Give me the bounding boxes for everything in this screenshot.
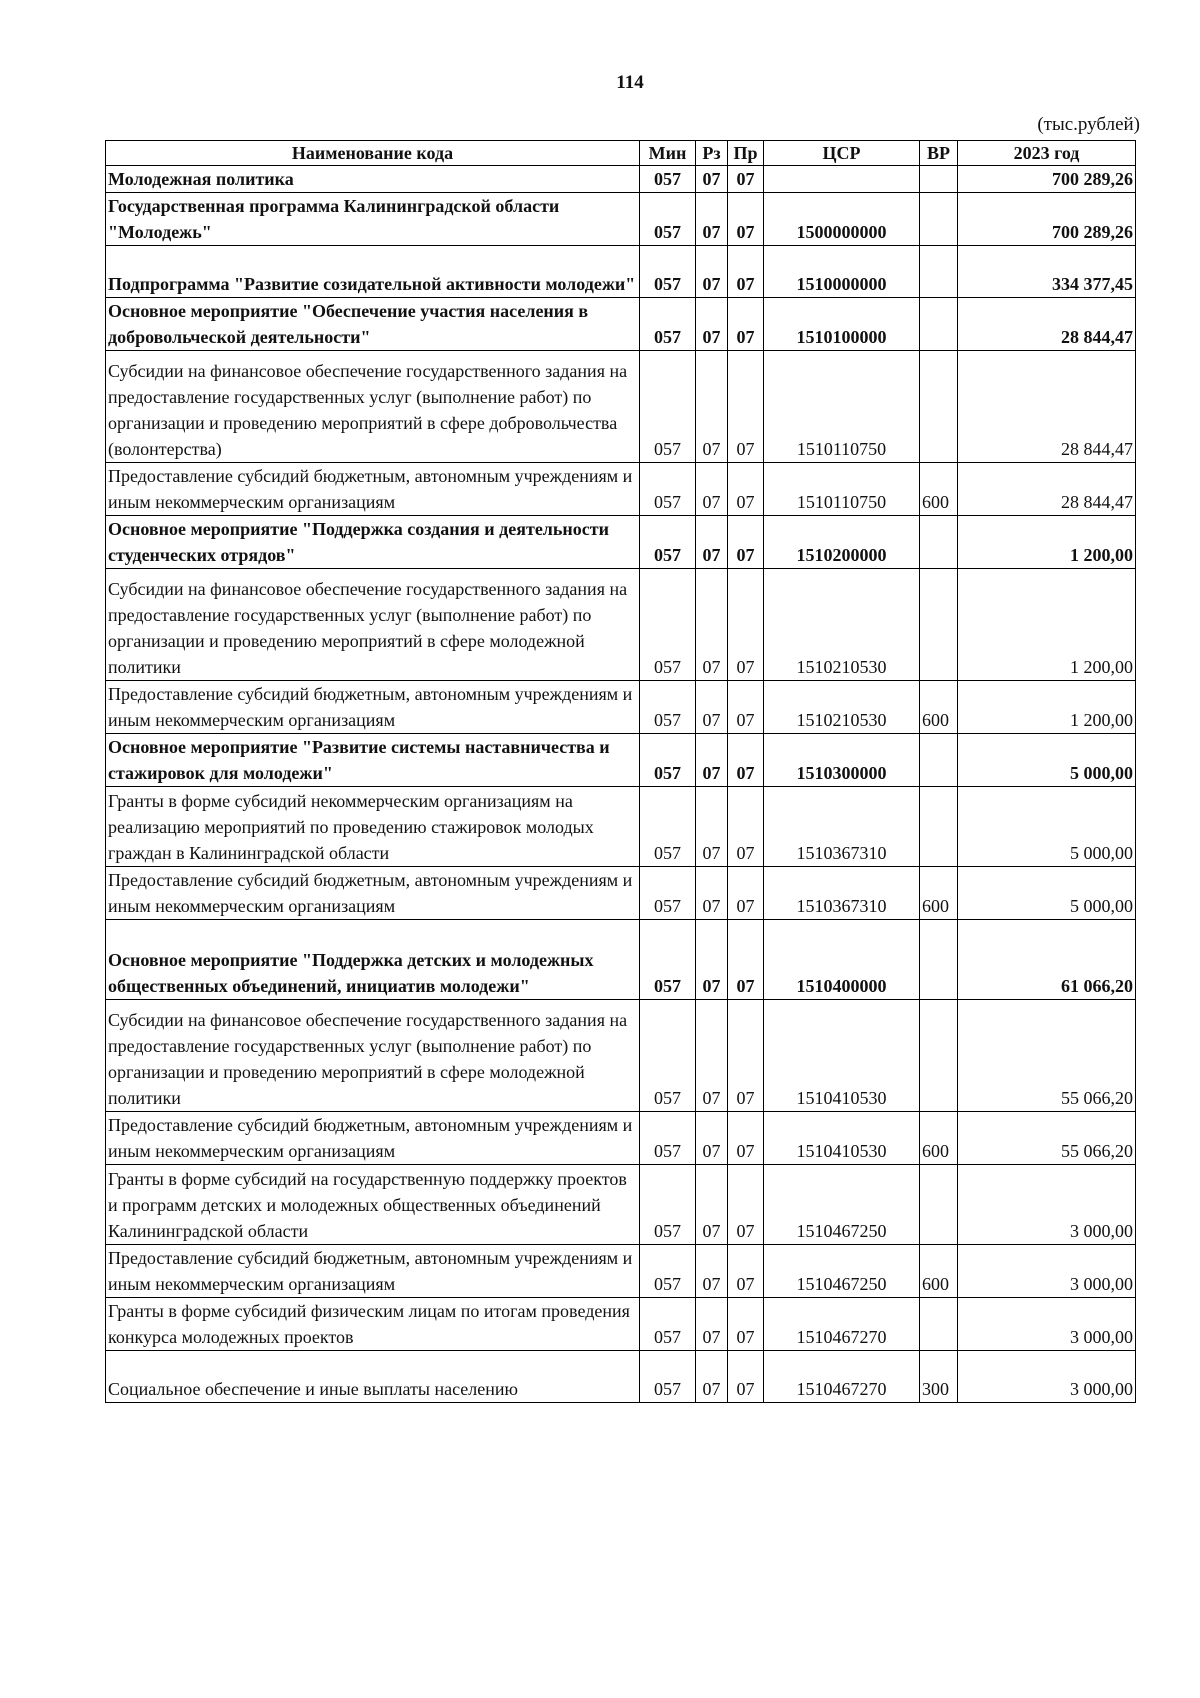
row-name: Подпрограмма "Развитие созидательной активности молодежи" [106,246,640,298]
row-pr: 07 [728,920,764,1000]
row-vr: 600 [920,867,958,920]
row-csr: 1500000000 [764,193,920,246]
header-name: Наименование кода [106,141,640,166]
row-pr: 07 [728,463,764,516]
row-pr: 07 [728,193,764,246]
row-min: 057 [640,734,696,787]
row-rz: 07 [696,298,728,351]
row-rz: 07 [696,516,728,569]
row-min: 057 [640,298,696,351]
row-vr [920,516,958,569]
row-vr [920,920,958,1000]
table-row [106,1245,1136,1298]
row-name: Предоставление субсидий бюджетным, автономным учреждениям и иным некоммерческим организациям [106,867,640,920]
table-row [106,1351,1136,1403]
row-csr [764,166,920,193]
table-row [106,1298,1136,1351]
table-row [106,516,1136,569]
header-pr: Пр [728,141,764,166]
row-amount: 1 200,00 [958,516,1136,569]
row-name: Предоставление субсидий бюджетным, автономным учреждениям и иным некоммерческим организациям [106,463,640,516]
row-amount: 1 200,00 [958,681,1136,734]
row-min: 057 [640,246,696,298]
row-rz: 07 [696,920,728,1000]
row-csr: 1510410530 [764,1112,920,1165]
row-name: Предоставление субсидий бюджетным, автономным учреждениям и иным некоммерческим организациям [106,1245,640,1298]
row-min: 057 [640,463,696,516]
row-pr: 07 [728,516,764,569]
row-rz: 07 [696,734,728,787]
table-row [106,166,1136,193]
units-label: (тыс.рублей) [1037,114,1140,135]
row-amount: 3 000,00 [958,1351,1136,1403]
row-csr: 1510467250 [764,1165,920,1245]
row-amount: 5 000,00 [958,734,1136,787]
row-vr [920,166,958,193]
row-vr: 600 [920,681,958,734]
table-row [106,193,1136,246]
row-pr: 07 [728,1351,764,1403]
row-amount: 3 000,00 [958,1298,1136,1351]
row-csr: 1510110750 [764,351,920,463]
row-name: Государственная программа Калининградской области "Молодежь" [106,193,640,246]
row-min: 057 [640,569,696,681]
row-csr: 1510100000 [764,298,920,351]
row-min: 057 [640,166,696,193]
row-vr [920,734,958,787]
row-pr: 07 [728,351,764,463]
row-name: Субсидии на финансовое обеспечение государственного задания на предоставление государственных услуг (выполнение работ) по организации и проведению мероприятий в сфере молодежной политики [106,569,640,681]
row-vr [920,1165,958,1245]
row-name: Субсидии на финансовое обеспечение государственного задания на предоставление государственных услуг (выполнение работ) по организации и проведению мероприятий в сфере добровольчества (волонтерства) [106,351,640,463]
row-name: Социальное обеспечение и иные выплаты населению [106,1351,640,1403]
row-csr: 1510467270 [764,1298,920,1351]
table-row [106,246,1136,298]
row-name: Основное мероприятие "Поддержка детских и молодежных общественных объединений, инициатив молодежи" [106,920,640,1000]
row-min: 057 [640,516,696,569]
row-pr: 07 [728,1112,764,1165]
row-csr: 1510367310 [764,867,920,920]
row-min: 057 [640,1245,696,1298]
row-rz: 07 [696,166,728,193]
row-csr: 1510410530 [764,1000,920,1112]
row-rz: 07 [696,351,728,463]
row-csr: 1510367310 [764,787,920,867]
row-pr: 07 [728,246,764,298]
row-rz: 07 [696,246,728,298]
row-vr [920,1000,958,1112]
row-name: Основное мероприятие "Поддержка создания и деятельности студенческих отрядов" [106,516,640,569]
row-vr: 600 [920,463,958,516]
row-amount: 700 289,26 [958,166,1136,193]
row-vr: 600 [920,1112,958,1165]
row-pr: 07 [728,1245,764,1298]
row-rz: 07 [696,1165,728,1245]
row-name: Предоставление субсидий бюджетным, автономным учреждениям и иным некоммерческим организациям [106,681,640,734]
row-pr: 07 [728,1298,764,1351]
row-rz: 07 [696,681,728,734]
page-number: 114 [616,72,644,93]
row-rz: 07 [696,463,728,516]
row-rz: 07 [696,193,728,246]
row-pr: 07 [728,1000,764,1112]
row-rz: 07 [696,1112,728,1165]
row-vr [920,1298,958,1351]
row-amount: 61 066,20 [958,920,1136,1000]
row-vr: 300 [920,1351,958,1403]
row-name: Гранты в форме субсидий физическим лицам по итогам проведения конкурса молодежных проектов [106,1298,640,1351]
row-amount: 334 377,45 [958,246,1136,298]
table-row [106,734,1136,787]
table-row [106,867,1136,920]
row-min: 057 [640,1298,696,1351]
row-name: Предоставление субсидий бюджетным, автономным учреждениям и иным некоммерческим организациям [106,1112,640,1165]
row-csr: 1510200000 [764,516,920,569]
row-pr: 07 [728,787,764,867]
row-name: Основное мероприятие "Развитие системы наставничества и стажировок для молодежи" [106,734,640,787]
row-min: 057 [640,193,696,246]
row-pr: 07 [728,569,764,681]
table-row [106,920,1136,1000]
row-csr: 1510210530 [764,681,920,734]
row-amount: 55 066,20 [958,1112,1136,1165]
row-rz: 07 [696,1000,728,1112]
row-min: 057 [640,1000,696,1112]
row-rz: 07 [696,787,728,867]
table-row [106,1000,1136,1112]
row-pr: 07 [728,867,764,920]
row-pr: 07 [728,734,764,787]
row-amount: 3 000,00 [958,1245,1136,1298]
header-rz: Рз [696,141,728,166]
row-csr: 1510110750 [764,463,920,516]
row-min: 057 [640,1165,696,1245]
row-amount: 700 289,26 [958,193,1136,246]
table-row [106,787,1136,867]
row-amount: 5 000,00 [958,867,1136,920]
row-amount: 28 844,47 [958,351,1136,463]
row-vr [920,246,958,298]
table-row [106,1112,1136,1165]
row-min: 057 [640,1112,696,1165]
row-rz: 07 [696,1245,728,1298]
row-pr: 07 [728,298,764,351]
row-csr: 1510400000 [764,920,920,1000]
row-min: 057 [640,787,696,867]
budget-table [105,140,1136,1403]
row-rz: 07 [696,867,728,920]
row-name: Основное мероприятие "Обеспечение участия населения в добровольческой деятельности" [106,298,640,351]
row-min: 057 [640,1351,696,1403]
row-amount: 1 200,00 [958,569,1136,681]
header-csr: ЦСР [764,141,920,166]
header-row [106,141,1136,166]
row-vr [920,351,958,463]
header-min: Мин [640,141,696,166]
row-csr: 1510467250 [764,1245,920,1298]
row-vr [920,193,958,246]
row-csr: 1510467270 [764,1351,920,1403]
row-vr [920,298,958,351]
row-min: 057 [640,867,696,920]
row-pr: 07 [728,166,764,193]
row-amount: 28 844,47 [958,463,1136,516]
row-csr: 1510000000 [764,246,920,298]
row-min: 057 [640,681,696,734]
row-csr: 1510210530 [764,569,920,681]
row-min: 057 [640,920,696,1000]
table-row [106,298,1136,351]
row-name: Субсидии на финансовое обеспечение государственного задания на предоставление государственных услуг (выполнение работ) по организации и проведению мероприятий в сфере молодежной политики [106,1000,640,1112]
table-row [106,351,1136,463]
row-vr [920,787,958,867]
row-name: Гранты в форме субсидий на государственную поддержку проектов и программ детских и молодежных общественных объединений Калининградской области [106,1165,640,1245]
row-amount: 3 000,00 [958,1165,1136,1245]
row-name: Молодежная политика [106,166,640,193]
table-row [106,681,1136,734]
header-year: 2023 год [958,141,1136,166]
row-rz: 07 [696,1298,728,1351]
row-rz: 07 [696,569,728,681]
row-name: Гранты в форме субсидий некоммерческим организациям на реализацию мероприятий по проведению стажировок молодых граждан в Калининградской области [106,787,640,867]
row-vr [920,569,958,681]
row-amount: 5 000,00 [958,787,1136,867]
row-pr: 07 [728,681,764,734]
header-vr: ВР [920,141,958,166]
row-vr: 600 [920,1245,958,1298]
table-row [106,463,1136,516]
table-body [106,166,1136,1403]
row-csr: 1510300000 [764,734,920,787]
row-pr: 07 [728,1165,764,1245]
table-row [106,1165,1136,1245]
row-amount: 55 066,20 [958,1000,1136,1112]
row-min: 057 [640,351,696,463]
table-row [106,569,1136,681]
row-amount: 28 844,47 [958,298,1136,351]
row-rz: 07 [696,1351,728,1403]
